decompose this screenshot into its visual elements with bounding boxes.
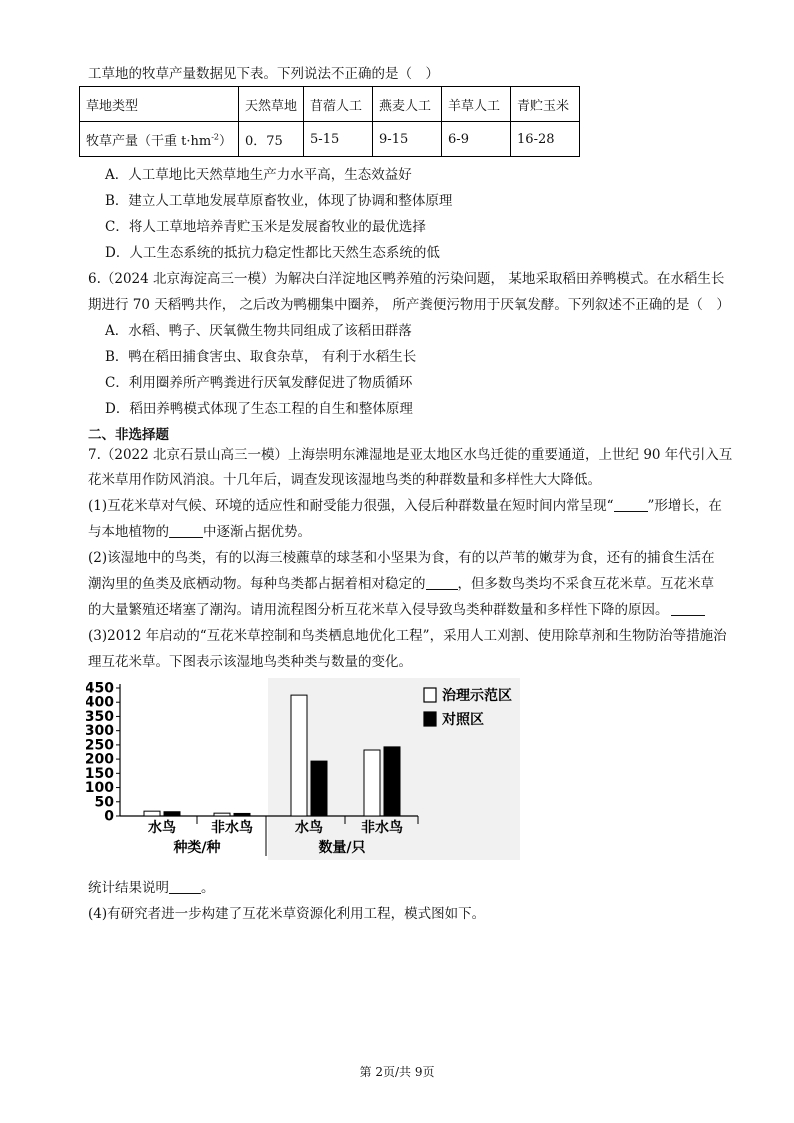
answer-blank[interactable] xyxy=(426,576,458,591)
table-header-cell: 燕麦人工 xyxy=(373,87,442,122)
table-header-row xyxy=(80,87,580,122)
y-tick-label: 150 xyxy=(86,765,114,782)
q7-part2-line3: 的大量繁殖还堵塞了潮沟。请用流程图分析互花米草入侵导致鸟类种群数量和多样性下降的原因。 xyxy=(88,598,705,618)
table-header-cell: 羊草人工 xyxy=(442,87,511,122)
section-heading: 二、非选择题 xyxy=(88,427,169,443)
bar-control xyxy=(311,761,327,816)
table-header-cell: 草地类型 xyxy=(80,87,239,122)
q6-stem-line1: 6.（2024 北京海淀高三一模）为解决白洋淀地区鸭养殖的污染问题， 某地采取稻田养鸭模式。在水稻生长 xyxy=(88,271,725,287)
q6-stem-line2: 期进行 70 天稻鸭共作， 之后改为鸭棚集中圈养， 所产粪便污物用于厌氧发酵。下列叙述不正确的是（ ） xyxy=(88,297,730,313)
bar-treatment xyxy=(291,695,307,816)
y-tick-label: 350 xyxy=(86,708,114,725)
q7-stem-line2: 花米草用作防风消浪。十几年后，调查发现该湿地鸟类的种群数量和多样性大大降低。 xyxy=(88,472,601,488)
q6-option-a: A．水稻、鸭子、厌氧微生物共同组成了该稻田群落 xyxy=(105,323,412,339)
forage-yield-table xyxy=(79,86,580,157)
q7-part1-line1: (1)互花米草对气候、环境的适应性和耐受能力很强，入侵后种群数量在短时间内常呈现“ ”形增长，在 xyxy=(88,498,722,514)
answer-blank[interactable] xyxy=(671,602,705,617)
table-row xyxy=(80,122,580,157)
q5-option-c: C．将人工草地培养青贮玉米是发展畜牧业的最优选择 xyxy=(105,219,426,235)
legend-swatch xyxy=(424,688,436,702)
legend-swatch xyxy=(424,712,436,726)
table-header-cell: 青贮玉米 xyxy=(511,87,580,122)
y-tick-label: 250 xyxy=(86,737,114,754)
legend-label: 治理示范区 xyxy=(442,688,512,704)
x-category-label: 水鸟 xyxy=(295,820,323,836)
table-cell: 5-15 xyxy=(304,122,373,157)
answer-blank[interactable] xyxy=(169,524,203,539)
x-category-label: 非水鸟 xyxy=(361,820,403,836)
table-cell: 16-28 xyxy=(511,122,580,157)
y-tick-label: 0 xyxy=(104,808,114,825)
bar-control xyxy=(384,747,400,816)
q7-part1-line2: 与本地植物的 中逐渐占据优势。 xyxy=(88,524,311,540)
q7-part3-line1: (3)2012 年启动的“互花米草控制和鸟类栖息地优化工程”，采用人工刈割、使用除草剂和生物防治等措施治 xyxy=(88,628,727,644)
table-header-cell: 苜蓿人工 xyxy=(304,87,373,122)
x-category-label: 非水鸟 xyxy=(211,820,253,836)
table-cell: 0．75 xyxy=(239,122,304,157)
y-tick-label: 100 xyxy=(86,780,114,797)
q6-option-b: B．鸭在稻田捕食害虫、取食杂草， 有利于水稻生长 xyxy=(105,349,417,365)
x-category-label: 水鸟 xyxy=(148,820,176,836)
y-tick-label: 50 xyxy=(94,794,114,811)
q5-option-d: D．人工生态系统的抵抗力稳定性都比天然生态系统的低 xyxy=(105,245,440,261)
table-row-label: 牧草产量（干重 $t\cdot hm^{-2}$） xyxy=(80,122,239,157)
q7-part2-line1: (2)该湿地中的鸟类，有的以海三棱藨草的球茎和小坚果为食，有的以芦苇的嫩芽为食，还有的捕食生活在 xyxy=(88,550,715,566)
table-cell: 6-9 xyxy=(442,122,511,157)
bird-chart xyxy=(86,674,526,864)
y-tick-label: 450 xyxy=(86,680,114,697)
q7-stem-line1: 7.（2022 北京石景山高三一模）上海崇明东滩湿地是亚太地区水鸟迁徙的重要通道，上世纪 90 年代引入互 xyxy=(88,447,733,463)
q5-option-b: B．建立人工草地发展草原畜牧业，体现了协调和整体原理 xyxy=(105,193,453,209)
x-group-label: 种类/种 xyxy=(173,840,221,856)
bar-treatment xyxy=(364,750,380,816)
bar-treatment xyxy=(144,811,160,816)
q6-option-d: D．稻田养鸭模式体现了生态工程的自生和整体原理 xyxy=(105,401,413,417)
q5-option-a: A．人工草地比天然草地生产力水平高，生态效益好 xyxy=(105,167,412,183)
y-tick-label: 200 xyxy=(86,751,114,768)
answer-blank[interactable] xyxy=(169,880,201,895)
q7-part2-line2: 潮沟里的鱼类及底栖动物。每种鸟类都占据着相对稳定的 ，但多数鸟类均不采食互花米草。互花米草 xyxy=(88,576,714,592)
x-group-label: 数量/只 xyxy=(318,840,366,856)
y-tick-label: 400 xyxy=(86,694,114,711)
answer-blank[interactable] xyxy=(614,498,648,513)
stat-line: 统计结果说明 。 xyxy=(88,880,215,896)
legend-label: 对照区 xyxy=(442,712,484,728)
y-tick-label: 300 xyxy=(86,723,114,740)
intro-line: 工草地的牧草产量数据见下表。下列说法不正确的是（ ） xyxy=(88,66,439,82)
q6-option-c: C．利用圈养所产鸭粪进行厌氧发酵促进了物质循环 xyxy=(105,375,413,391)
table-header-cell: 天然草地 xyxy=(239,87,304,122)
bar-control xyxy=(234,813,250,816)
q7-part3-line2: 理互花米草。下图表示该湿地鸟类种类与数量的变化。 xyxy=(88,654,412,670)
bar-control xyxy=(164,812,180,816)
table-cell: 9-15 xyxy=(373,122,442,157)
bird-chart-svg xyxy=(86,674,526,864)
q7-part4-line: (4)有研究者进一步构建了互花米草资源化利用工程，模式图如下。 xyxy=(88,906,486,922)
page-footer: 第 2页/共 9页 xyxy=(359,1065,435,1079)
bar-treatment xyxy=(214,813,230,816)
